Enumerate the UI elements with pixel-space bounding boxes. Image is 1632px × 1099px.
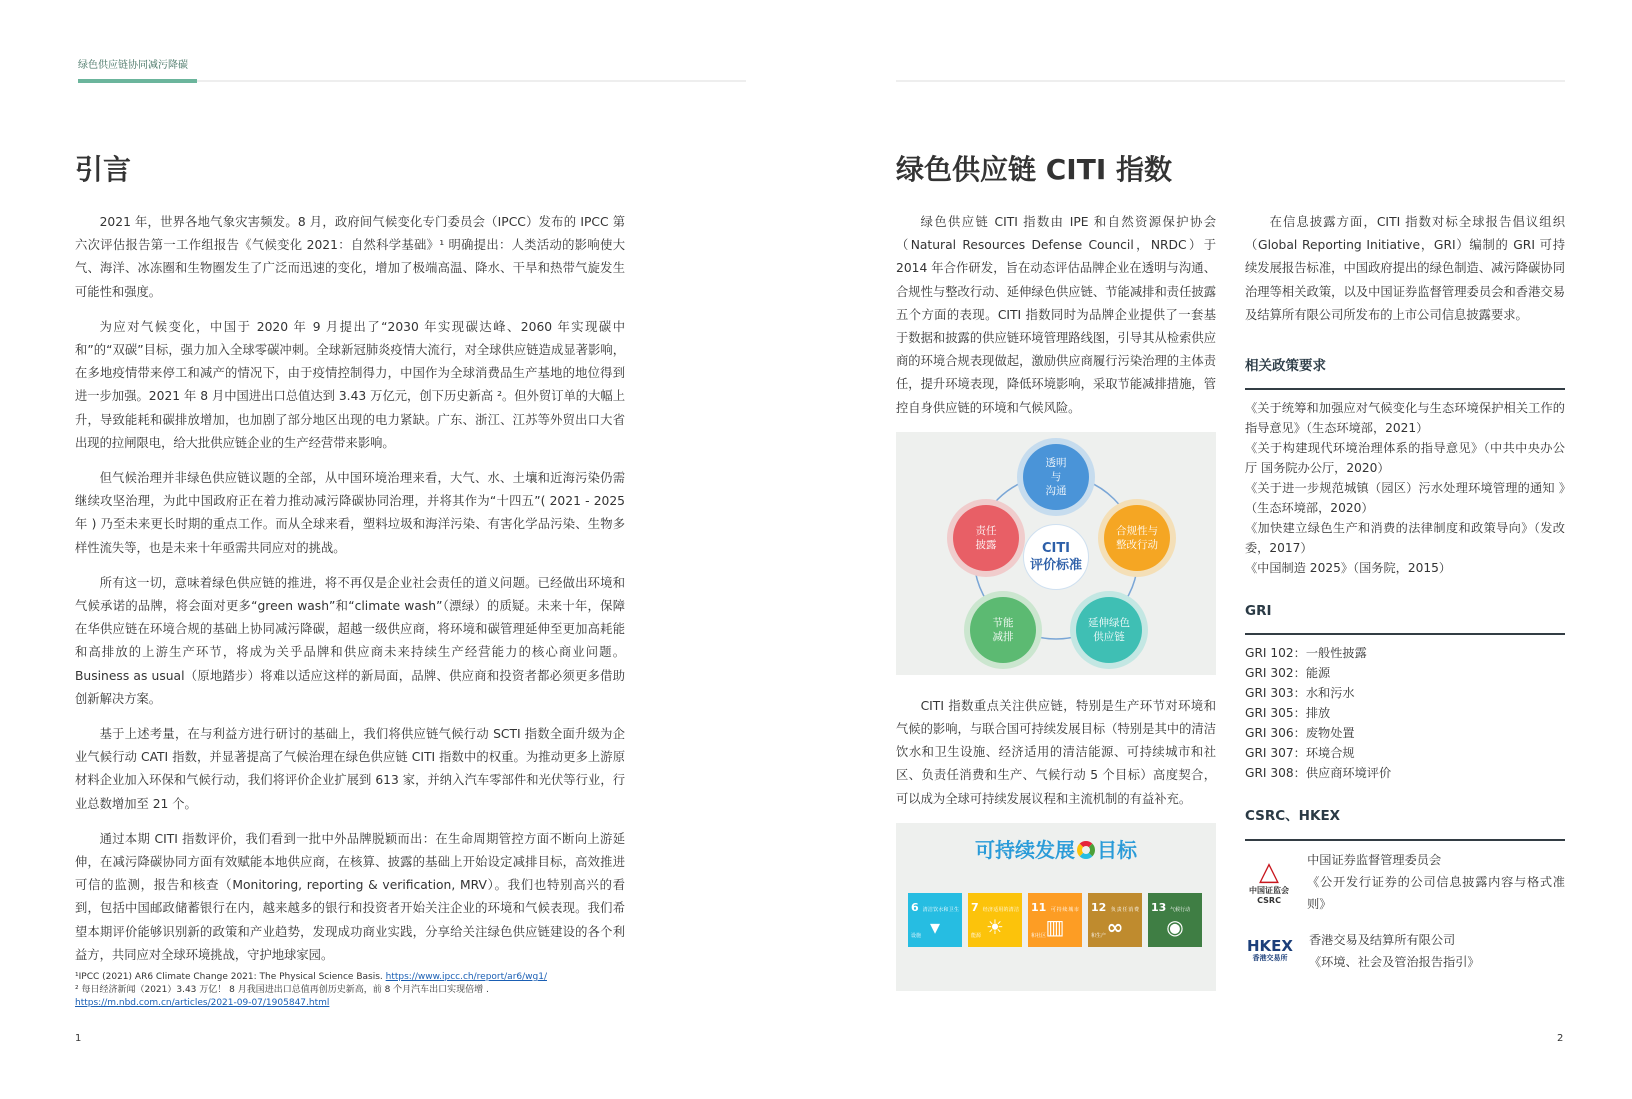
sdg-goal-icon: ▥ [1045,914,1065,939]
sdg-goal-tile [1028,893,1082,947]
paragraph: 2021 年，世界各地气象灾害频发。8 月，政府间气候变化专门委员会（IPCC）发布的 IPCC 第六次评估报告第一工作组报告《气候变化 2021：自然科学基础》¹ 明确提出：人类活动的影响使大气、海洋、冰冻圈和生物圈发生了广泛而迅速的变化，增加了极端高温、降水、干旱和热带气旋发生可能性和强度。 [75,215,625,299]
running-header: 绿色供应链协同减污降碳 [78,60,188,71]
sdg-goal-tile [1088,893,1142,947]
paragraph: 绿色供应链 CITI 指数由 IPE 和自然资源保护协会（Natural Resources Defense Council，NRDC）于 2014 年合作研发，旨在动态评估品牌企业在透明与沟通、合规性与整改行动、延伸绿色供应链、节能减排和责任披露五个方面的表现。CITI 指数同时为品牌企业提供了一套基于数据和披露的供应链环境管理路线图，引导其从检索供应商的环境合规表现做起，激励供应商履行污染治理的主体责任，提升环境表现，降低环境影响，采取节能减排措施，管控自身供应链的环境和气候风险。 [896,215,1216,415]
policy-item: 《关于统筹和加强应对气候变化与生态环境保护相关工作的指导意见》（生态环境部，2021） [1245,401,1565,436]
node-disclosure: 责任 披露 [953,505,1019,571]
sdg-goal-icon: ∞ [1106,914,1124,939]
gri-item: GRI 102：一般性披露 [1245,646,1367,661]
hkex-entry [1245,929,1565,973]
sdg-goal-label: 经济适用的清洁能源 [971,906,1019,940]
node-compliance: 合规性与 整改行动 [1104,505,1170,571]
gri-item: GRI 305：排放 [1245,706,1331,721]
sdg-wheel-icon [1077,841,1095,859]
gri-item: GRI 306：废物处置 [1245,726,1355,741]
hkex-name: 香港交易及结算所有限公司 [1309,932,1456,947]
paragraph: 在信息披露方面，CITI 指数对标全球报告倡议组织（Global Reporting Initiative，GRI）编制的 GRI 可持续发展报告标准，中国政府提出的绿色制造、减污降碳协同治理等相关政策，以及中国证券监督管理委员会和香港交易及结算所有限公司所发布的上市公司信息披露要求。 [1245,215,1565,322]
sdg-goal-label: 气候行动 [1170,906,1191,913]
header-accent [78,79,197,83]
node-transparency: 透明 与 沟通 [1023,444,1089,510]
paragraph: 为应对气候变化，中国于 2020 年 9 月提出了“2030 年实现碳达峰、2060 年实现碳中和”的“双碳”目标，强力加入全球零碳冲刺。全球新冠肺炎疫情大流行，对全球供应链造成显著影响，在多地疫情带来停工和减产的情况下，由于疫情控制得力，中国作为全球消费品生产基地的地位得到进一步加强。2021 年 8 月中国进出口总值达到 3.43 万亿元，创下历史新高 ²。但外贸订单的大幅上升，导致能耗和碳排放增加，也加剧了部分地区出现的电力紧缺。广东、浙江、江苏等外贸出口大省出现的拉闸限电，给大批供应链企业的生产经营带来影响。 [75,319,625,450]
paragraph: 所有这一切，意味着绿色供应链的推进，将不再仅是企业社会责任的道义问题。已经做出环境和气候承诺的品牌，将会面对更多“green wash”和“climate wash”（漂绿）的质疑。未来十年，保障在华供应链在环境合规的基础上协同减污降碳，超越一级供应商，将环境和碳管理延伸至更加高耗能和高排放的上游生产环节，将成为关乎品牌和供应商未来持续生产经营能力的核心商业问题。Business as usual（原地踏步）将难以适应这样的新局面，品牌、供应商和投资者都必须更多借助创新解决方案。 [75,575,625,706]
gri-heading: GRI [1245,600,1565,635]
sdg-goal-label: 清洁饮水和卫生设施 [911,906,959,940]
hkex-doc: 《环境、社会及管治报告指引》 [1309,954,1480,969]
node-extend: 延伸绿色 供应链 [1076,597,1142,663]
page-title-right: 绿色供应链 CITI 指数 [896,153,1172,186]
sdg-goal-number: 12 [1091,900,1107,914]
csrc-logo: △ 中国证监会 CSRC [1245,858,1293,906]
gri-item: GRI 303：水和污水 [1245,686,1355,701]
footnote-2-link[interactable]: https://m.nbd.com.cn/articles/2021-09-07/1905847.html [75,998,330,1008]
policy-list [1245,398,1565,578]
gri-item: GRI 308：供应商环境评价 [1245,766,1392,781]
paragraph: 通过本期 CITI 指数评价，我们看到一批中外品牌脱颖而出：在生命周期管控方面不断向上游延伸，在减污降碳协同方面有效赋能本地供应商，在核算、披露的基础上开始设定减排目标，高效推进可信的监测，报告和核查（Monitoring, reporting & verification, MRV）。我们也特别高兴的看到，包括中国邮政储蓄银行在内，越来越多的银行和投资者开始关注企业的环境和气候表现。我们希望本期评价能够识别新的政策和产业趋势，发现成功商业实践，分享给关注绿色供应链建设的各个利益方，共同应对全球环境挑战，守护地球家园。 [75,831,625,962]
sdg-goal-tile [1148,893,1202,947]
disclosure-column [1245,211,1565,973]
csrc-hkex-heading: CSRC、HKEX [1245,805,1565,840]
policy-heading: 相关政策要求 [1245,355,1565,390]
policy-item: 《关于进一步规范城镇（园区）污水处理环境管理的通知 》（生态环境部，2020） [1245,481,1565,516]
gri-item: GRI 302：能源 [1245,666,1331,681]
sdg-goal-number: 13 [1151,900,1167,914]
csrc-entry [1245,849,1565,915]
page-number-left: 1 [75,1033,82,1044]
policy-item: 《加快建立绿色生产和消费的法律制度和政策导向》（发改委，2017） [1245,521,1565,556]
paragraph: CITI 指数重点关注供应链，特别是生产环节对环境和气候的影响，与联合国可持续发展目标（特别是其中的清洁饮水和卫生设施、经济适用的清洁能源、可持续城市和社区、负责任消费和生产、气候行动 5 个目标）高度契合，可以成为全球可持续发展议程和主流机制的有益补充。 [896,698,1216,806]
sdg-goal-icon: ▾ [929,914,941,939]
sdg-goal-label: 负责任消费和生产 [1091,906,1139,940]
footnotes [75,971,547,1010]
page-number-right: 2 [1557,1033,1564,1044]
policy-item: 《关于构建现代环境治理体系的指导意见》（中共中央办公厅 国务院办公厅，2020） [1245,441,1565,476]
csrc-doc: 《公开发行证券的公司信息披露内容与格式准则》 [1307,874,1565,911]
gri-item: GRI 307：环境合规 [1245,746,1355,761]
sdg-goal-number: 11 [1031,900,1047,914]
diagram-center: CITI 评价标准 [1023,524,1089,590]
sdg-goal-label: 可持续城市和社区 [1031,906,1079,940]
sdg-goal-number: 7 [971,900,979,914]
sdg-goal-number: 6 [911,900,919,914]
csrc-emblem-icon: △ [1259,856,1280,887]
footnote-1: ¹IPCC (2021) AR6 Climate Change 2021: The Physical Science Basis. [75,972,386,982]
sdg-title: 可持续发展 目标 [975,837,1137,862]
citi-column [896,211,1216,991]
footnote-1-link[interactable]: https://www.ipcc.ch/report/ar6/wg1/ [385,972,547,982]
sdg-goal-tile [968,893,1022,947]
policy-item: 《中国制造 2025》（国务院，2015） [1245,561,1452,576]
gri-list [1245,643,1565,783]
hkex-logo: HKEX 香港交易所 [1247,937,1293,963]
paragraph: 但气候治理并非绿色供应链议题的全部，从中国环境治理来看，大气、水、土壤和近海污染仍需继续攻坚治理，为此中国政府正在着力推动减污降碳协同治理，并将其作为“十四五”( 2021 - 2025 年 ) 乃至未来更长时期的重点工作。而从全球来看，塑料垃圾和海洋污染、有害化学品污染、生物多样性流失等，也是未来十年亟需共同应对的挑战。 [75,471,625,555]
paragraph: 基于上述考量，在与利益方进行研讨的基础上，我们将供应链气候行动 SCTI 指数全面升级为企业气候行动 CATI 指数，并显著提高了气候治理在绿色供应链 CITI 指数中的权重。为推动更多上游原材料企业加入环保和气候行动，我们将评价企业扩展到 613 家，并纳入汽车零部件和光伏等行业，行业总数增加至 21 个。 [75,727,625,811]
csrc-name: 中国证券监督管理委员会 [1307,852,1442,867]
page-title-left: 引言 [75,153,132,186]
sdg-goal-tile [908,893,962,947]
sdg-panel [896,823,1216,991]
intro-body [75,211,625,979]
sdg-goal-icon: ◉ [1166,914,1184,939]
header-rule-right [896,80,1565,82]
sdg-goal-icon: ☀ [986,914,1004,939]
citi-diagram [896,432,1216,675]
footnote-2: ² 每日经济新闻（2021）3.43 万亿！ 8 月我国进出口总值再创历史新高，前 8 个月汽车出口实现倍增 . [75,985,489,995]
node-energy: 节能 减排 [970,597,1036,663]
sdg-goals [908,893,1202,947]
